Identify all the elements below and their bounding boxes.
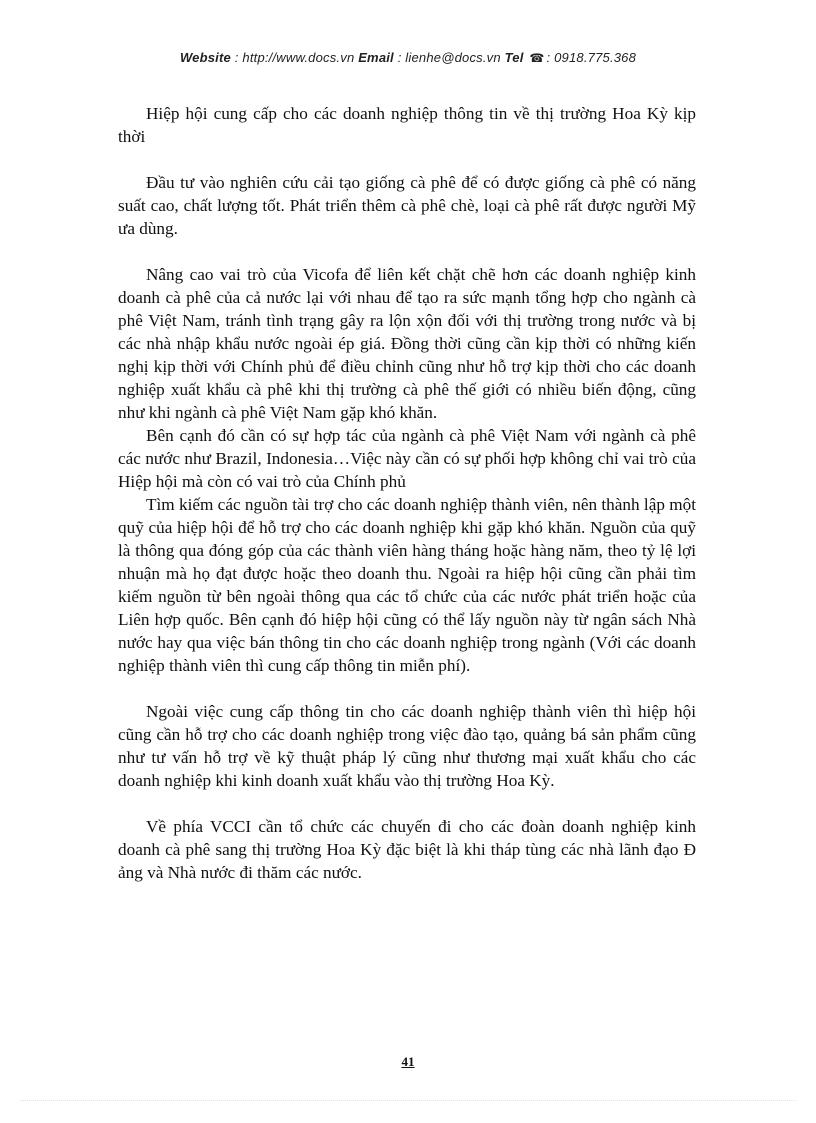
paragraph-6: Ngoài việc cung cấp thông tin cho các doanh nghiệp thành viên thì hiệp hội cũng cần hỗ trợ cho các doanh nghiệp trong việc đào tạo, quảng bá sản phẩm cũng như tư vấn hỗ trợ về kỹ thuật pháp lý cũng như thương mại xuất khẩu cho các doanh nghiệp khi kinh doanh xuất khẩu vào thị trường Hoa Kỳ. xyxy=(118,702,696,790)
website-label: Website xyxy=(179,50,231,65)
bottom-divider xyxy=(20,1100,796,1101)
tel-number: : 0918.775.368 xyxy=(546,50,637,65)
paragraph-4: Bên cạnh đó cần có sự hợp tác của ngành cà phê Việt Nam với ngành cà phê các nước như Brazil, Indonesia…Việc này cần có sự phối hợp không chỉ vai trò của Hiệp hội mà còn có vai trò của Chính phủ xyxy=(118,426,696,491)
website-url[interactable]: : http://www.docs.vn xyxy=(234,50,355,65)
email-address[interactable]: : lienhe@docs.vn xyxy=(397,50,501,65)
page-number: 41 xyxy=(401,1054,415,1069)
paragraph-3: Nâng cao vai trò của Vicofa để liên kết chặt chẽ hơn các doanh nghiệp kinh doanh cà phê của cả nước lại với nhau để tạo ra sức mạnh tổng hợp cho ngành cà phê Việt Nam, tránh tình trạng gây ra lộn xộn đối với thị trường trong nước và bị các nhà nhập khẩu nước ngoài ép giá. Đồng thời cũng cần kịp thời có những kiến nghị kịp thời với Chính phủ để điều chỉnh cũng như hỗ trợ kịp thời cho các doanh nghiệp xuất khẩu cà phê khi thị trường cà phê thế giới có nhiều biến động, cũng như khi ngành cà phê Việt Nam gặp khó khăn. xyxy=(118,265,696,422)
paragraph-7: Về phía VCCI cần tổ chức các chuyến đi cho các đoàn doanh nghiệp kinh doanh cà phê sang thị trường Hoa Kỳ đặc biệt là khi tháp tùng các nhà lãnh đạo Đ ảng và Nhà nước đi thăm các nước. xyxy=(118,817,696,882)
email-label: Email xyxy=(358,50,394,65)
paragraph-1: Hiệp hội cung cấp cho các doanh nghiệp thông tin về thị trường Hoa Kỳ kịp thời xyxy=(118,104,696,146)
document-body xyxy=(118,102,696,884)
paragraph-5: Tìm kiếm các nguồn tài trợ cho các doanh nghiệp thành viên, nên thành lập một quỹ của hiệp hội để hỗ trợ cho các doanh nghiệp khi gặp khó khăn. Nguồn của quỹ là thông qua đóng góp của các thành viên hàng tháng hoặc hàng năm, theo tỷ lệ lợi nhuận mà họ đạt được hoặc theo doanh thu. Ngoài ra hiệp hội cũng cần phải tìm kiếm nguồn từ bên ngoài thông qua các tổ chức của các nước phát triển hoặc của Liên hợp quốc. Bên cạnh đó hiệp hội cũng có thể lấy nguồn này từ ngân sách Nhà nước hay qua việc bán thông tin cho các doanh nghiệp trong ngành (Với các doanh nghiệp thành viên thì cung cấp thông tin miễn phí). xyxy=(118,495,696,675)
paragraph-2: Đầu tư vào nghiên cứu cải tạo giống cà phê để có được giống cà phê có năng suất cao, chất lượng tốt. Phát triển thêm cà phê chè, loại cà phê rất được người Mỹ ưa dùng. xyxy=(118,173,696,238)
phone-icon: ☎ xyxy=(529,51,545,65)
tel-label: Tel xyxy=(504,50,524,65)
page-header xyxy=(0,50,816,65)
